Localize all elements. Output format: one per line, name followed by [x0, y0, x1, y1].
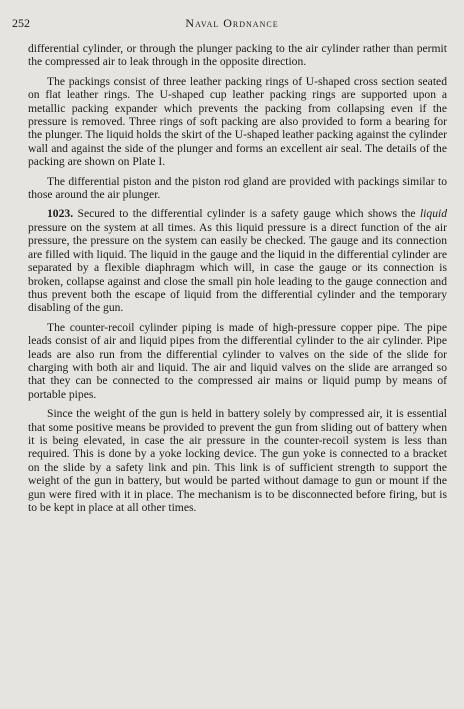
- article-number: 1023.: [47, 207, 74, 221]
- emphasis-liquid: liquid: [419, 207, 448, 221]
- running-head: [12, 16, 452, 32]
- paragraph-yoke-locking: Since the weight of the gun is held in battery solely by compressed air, it is essential that some positive means be provided to prevent the gun from sliding out of battery when it is being elevated, in case the air pressure in the counter-recoil system is less than required. This is done by a yoke locking device. The gun yoke is connected to a bracket on the slide by a safety link and pin. This link is of sufficient strength to support the weight of the gun in battery, but would be parted without damage to gun or mount if the gun were fired with it in place. The mechanism is to be disconnected before firing, but is to be kept in place at all other times.: [28, 407, 447, 514]
- running-title: Naval Ordnance: [185, 16, 279, 30]
- paragraph-1023: [28, 207, 447, 314]
- paragraph-1023-text-before: Secured to the differential cylinder is a safety gauge which shows the: [77, 207, 420, 221]
- paragraph-piping: The counter-recoil cylinder piping is made of high-pressure copper pipe. The pipe leads consist of air and liquid pipes from the differential cylinder to the air cylinder. Pipe leads are also run from the differential cylinder to valves on the side of the slide for charging with both air and liquid. The air and liquid valves on the slide are arranged so that they can be connected to the compressed air mains or liquid pump by means of portable pipes.: [28, 320, 447, 401]
- paragraph-continued: differential cylinder, or through the plunger packing to the air cylinder rather than permit the compressed air to leak through in the opposite direction.: [28, 42, 447, 69]
- paragraph-packings: The packings consist of three leather packing rings of U-shaped cross section seated on flat leather rings. The U-shaped cup leather packing rings are supported upon a metallic packing expander which prevents the packing from collapsing even if the pressure is removed. Three rings of soft packing are also provided to form a bearing for the plunger. The liquid holds the skirt of the U-shaped leather packing against the cylinder wall and against the side of the plunger and forms an excellent air seal. The details of the packing are shown on Plate I.: [28, 74, 447, 169]
- body-text: [28, 42, 447, 520]
- paragraph-1023-text-after: pressure on the system at all times. As this liquid pressure is a direct function of the air pressure, the pressure on the system can easily be checked. The gauge and its connection are filled with liquid. The liquid in the gauge and the liquid in the differential cylinder are separated by a flexible diaphragm which will, in case the gauge or its connection is broken, collapse against and close the small pin hole leading to the gauge connection and thus prevent both the escape of liquid from the differential cylinder and the temporary disabling of the gun.: [28, 220, 447, 315]
- page-number: 252: [12, 16, 30, 30]
- paragraph-differential-piston: The differential piston and the piston rod gland are provided with packings similar to those around the air plunger.: [28, 174, 447, 202]
